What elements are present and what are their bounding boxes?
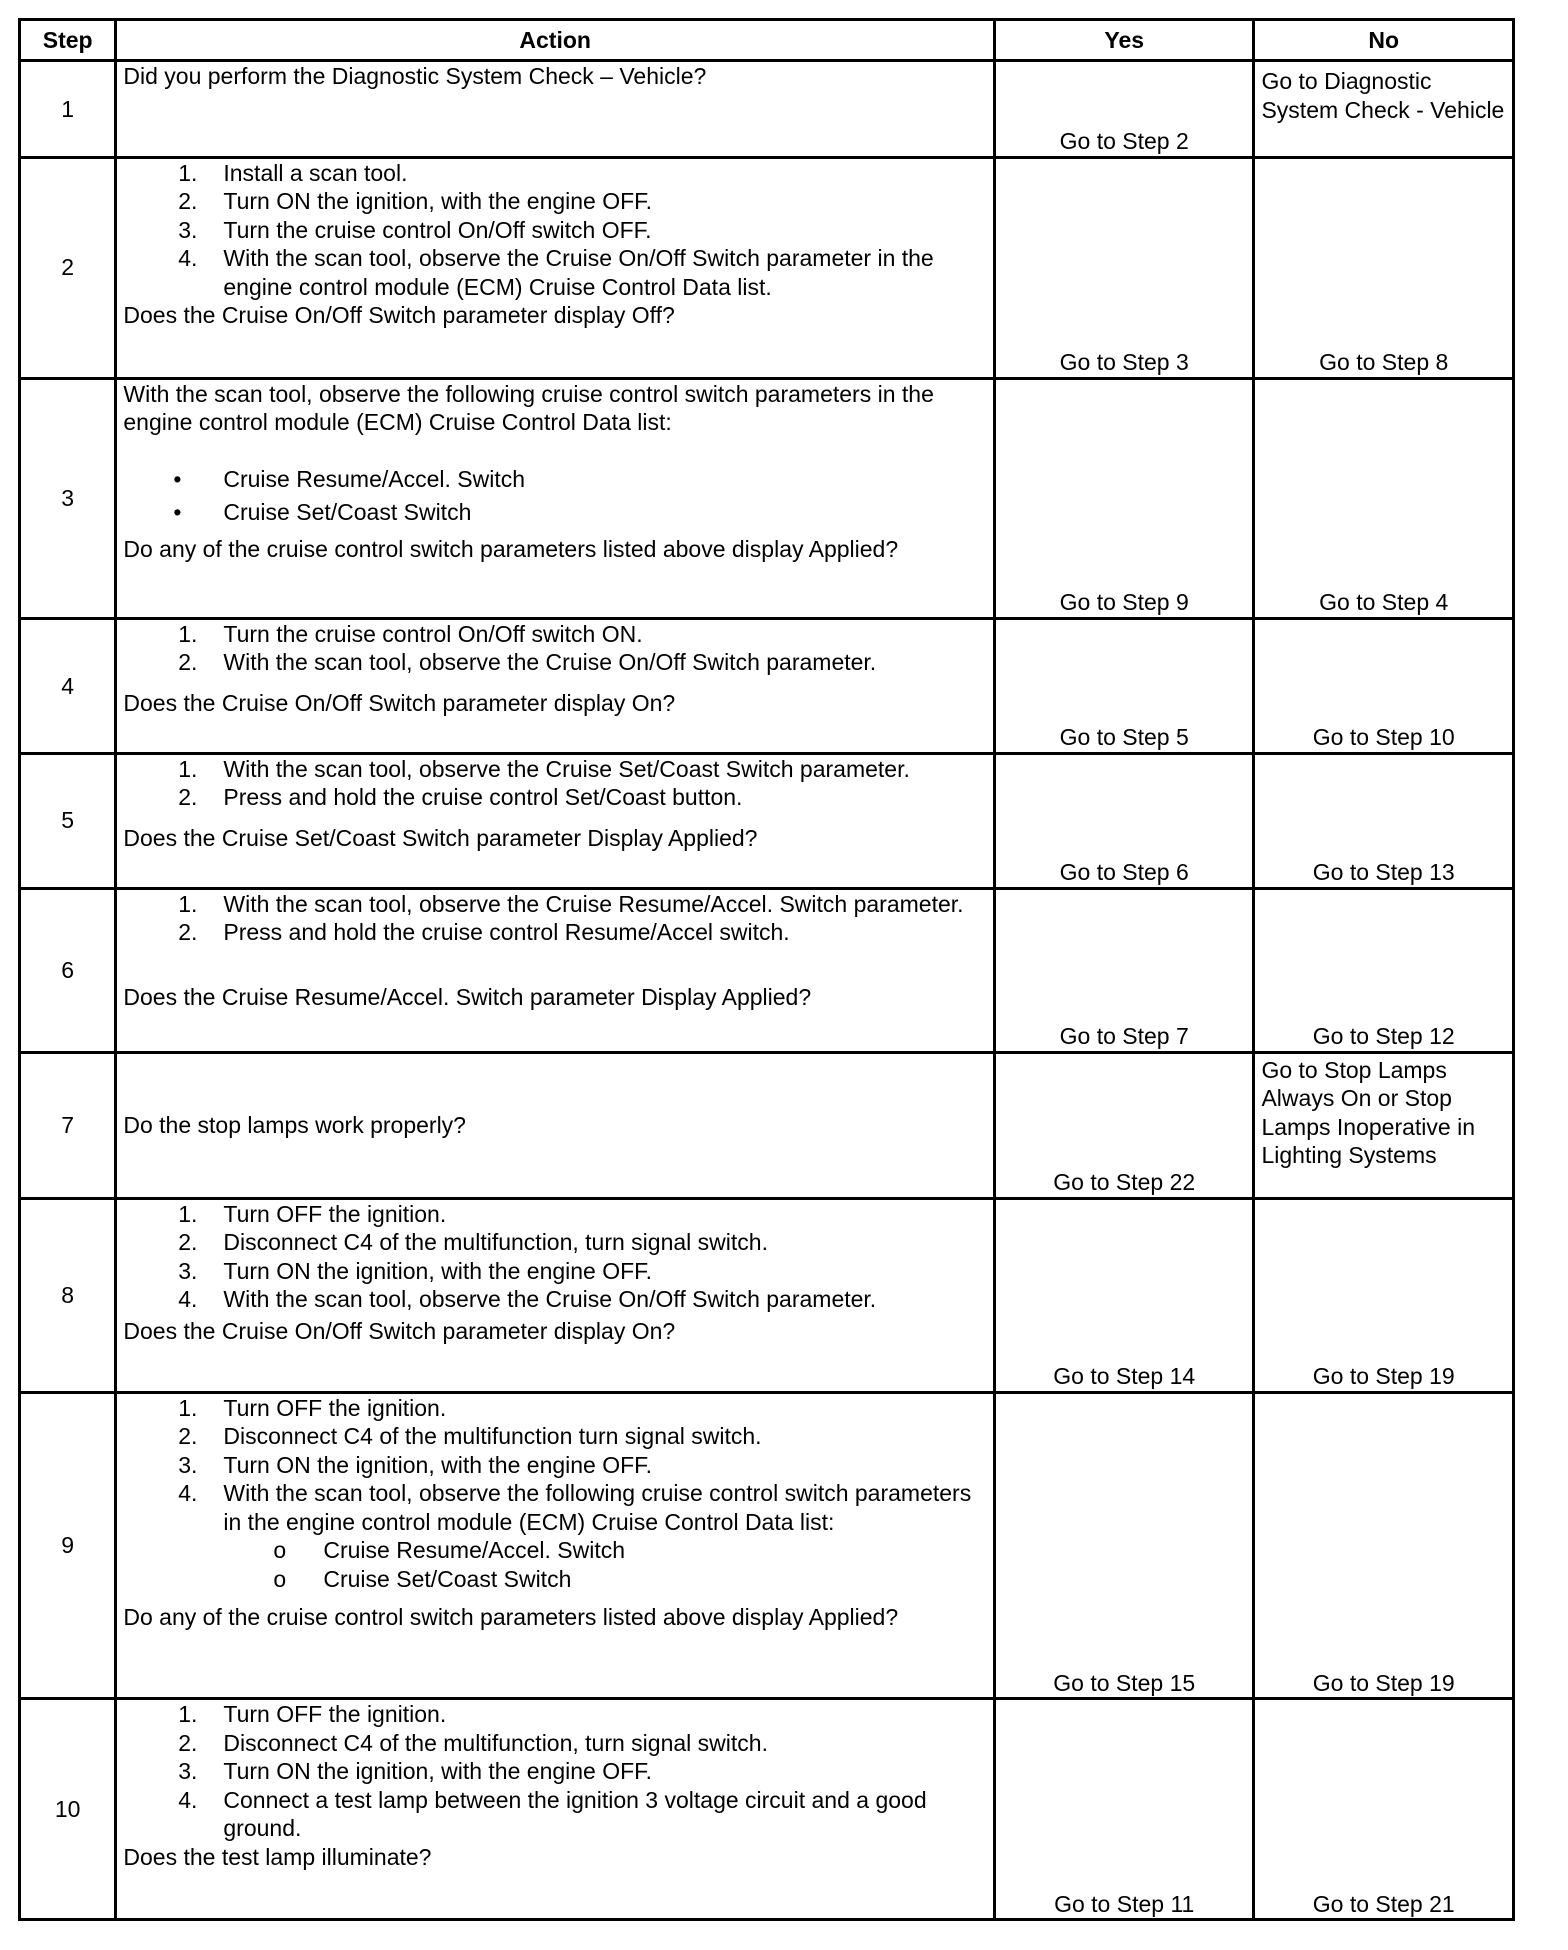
action-cell: [116, 1392, 995, 1699]
action-question: Do any of the cruise control switch parameters listed above display Applied?: [123, 536, 899, 563]
action-step: Install a scan tool.: [223, 159, 408, 186]
header-no: No: [1254, 20, 1514, 61]
table-row: [20, 1392, 1514, 1699]
step-number: 4: [20, 618, 116, 753]
step-number: 3: [20, 378, 116, 618]
action-step: With the scan tool, observe the Cruise Resume/Accel. Switch parameter.: [223, 890, 964, 917]
action-step: Turn ON the ignition, with the engine OFF.: [223, 1758, 653, 1785]
action-step: Turn OFF the ignition.: [223, 1200, 447, 1227]
step-number: 9: [20, 1392, 116, 1699]
action-steps: 1. With the scan tool, observe the Cruise Resume/Accel. Switch parameter. 2. Press and hold the cruise control Resume/Accel switch.: [123, 890, 987, 947]
diagnostic-table: [18, 18, 1515, 1921]
action-step: Disconnect C4 of the multifunction turn signal switch.: [223, 1423, 762, 1450]
sub-item: Cruise Set/Coast Switch: [323, 1565, 572, 1592]
action-question: Does the Cruise Set/Coast Switch parameter Display Applied?: [123, 825, 758, 852]
table-row: [20, 1052, 1514, 1198]
step-number: 6: [20, 888, 116, 1052]
no-result: Go to Step 12: [1254, 888, 1514, 1052]
no-result: Go to Step 21: [1254, 1699, 1514, 1920]
action-cell: [116, 618, 995, 753]
step-number: 5: [20, 753, 116, 888]
yes-result: Go to Step 5: [994, 618, 1254, 753]
action-step: Press and hold the cruise control Resume/Accel switch.: [223, 919, 790, 946]
action-question: Do the stop lamps work properly?: [123, 1112, 466, 1139]
no-result: Go to Step 19: [1254, 1392, 1514, 1699]
no-result: Go to Step 19: [1254, 1198, 1514, 1392]
action-question: Does the Cruise On/Off Switch parameter display On?: [123, 1318, 676, 1345]
action-steps: 1. Turn OFF the ignition. 2. Disconnect C4 of the multifunction turn signal switch. 3. Turn ON the ignition, with the engine OFF. 4. With the scan tool, observe the following cruise control switch parameters in the engine control module (ECM) Cruise Control Data list:: [123, 1394, 987, 1537]
action-step: With the scan tool, observe the Cruise On/Off Switch parameter.: [223, 649, 877, 676]
no-result: Go to Step 13: [1254, 753, 1514, 888]
yes-result: Go to Step 3: [994, 157, 1254, 378]
action-step: With the scan tool, observe the Cruise On/Off Switch parameter in the engine control module (ECM) Cruise Control Data list.: [223, 245, 934, 300]
action-step: Turn the cruise control On/Off switch OFF.: [223, 216, 652, 243]
action-question: Does the Cruise On/Off Switch parameter display On?: [123, 690, 676, 717]
yes-result: Go to Step 2: [994, 61, 1254, 158]
action-cell: [116, 61, 995, 158]
header-row: [20, 20, 1514, 61]
no-result: Go to Step 8: [1254, 157, 1514, 378]
step-number: 2: [20, 157, 116, 378]
action-bullets: • Cruise Resume/Accel. Switch • Cruise Set/Coast Switch: [173, 465, 526, 526]
action-step: Turn the cruise control On/Off switch ON.: [223, 620, 643, 647]
yes-result: Go to Step 7: [994, 888, 1254, 1052]
action-subitems: o Cruise Resume/Accel. Switch o Cruise Set/Coast Switch: [273, 1537, 626, 1592]
yes-result: Go to Step 9: [994, 378, 1254, 618]
action-step: Turn ON the ignition, with the engine OFF.: [223, 1257, 653, 1284]
table-row: [20, 1198, 1514, 1392]
yes-result: Go to Step 6: [994, 753, 1254, 888]
header-step: Step: [20, 20, 116, 61]
yes-result: Go to Step 15: [994, 1392, 1254, 1699]
yes-result: Go to Step 22: [994, 1052, 1254, 1198]
table-row: [20, 1699, 1514, 1920]
no-result: Go to Diagnostic System Check - Vehicle: [1254, 61, 1514, 158]
action-cell: [116, 378, 995, 618]
action-intro: With the scan tool, observe the following cruise control switch parameters in the engine control module (ECM) Cruise Control Data list:: [123, 380, 934, 436]
action-step: Turn ON the ignition, with the engine OFF.: [223, 1451, 653, 1478]
table-row: [20, 378, 1514, 618]
yes-result: Go to Step 11: [994, 1699, 1254, 1920]
step-number: 10: [20, 1699, 116, 1920]
action-cell: [116, 1052, 995, 1198]
action-cell: [116, 157, 995, 378]
action-question: Does the test lamp illuminate?: [123, 1843, 432, 1870]
action-step: Press and hold the cruise control Set/Coast button.: [223, 784, 743, 811]
header-action: Action: [116, 20, 995, 61]
yes-result: Go to Step 14: [994, 1198, 1254, 1392]
bullet-item: Cruise Set/Coast Switch: [223, 499, 472, 526]
table-row: [20, 61, 1514, 158]
action-step: With the scan tool, observe the Cruise On/Off Switch parameter.: [223, 1286, 877, 1313]
step-number: 8: [20, 1198, 116, 1392]
sub-item: Cruise Resume/Accel. Switch: [323, 1537, 626, 1564]
action-step: Turn OFF the ignition.: [223, 1701, 447, 1728]
action-steps: 1. Turn OFF the ignition. 2. Disconnect C4 of the multifunction, turn signal switch. 3. Turn ON the ignition, with the engine OFF. 4. Connect a test lamp between the ignition 3 voltage circuit and a good ground.: [123, 1700, 987, 1843]
step-number: 7: [20, 1052, 116, 1198]
table-row: [20, 618, 1514, 753]
table-row: [20, 157, 1514, 378]
action-question: Do any of the cruise control switch parameters listed above display Applied?: [123, 1604, 899, 1631]
action-steps: 1. Turn OFF the ignition. 2. Disconnect C4 of the multifunction, turn signal switch. 3. Turn ON the ignition, with the engine OFF. 4. With the scan tool, observe the Cruise On/Off Switch parameter.: [123, 1200, 987, 1314]
action-steps: 1. Install a scan tool. 2. Turn ON the ignition, with the engine OFF. 3. Turn the cruise control On/Off switch OFF. 4. With the scan tool, observe the Cruise On/Off Switch parameter in the engine control module (ECM) Cruise Control Data list.: [123, 159, 987, 302]
no-result: Go to Stop Lamps Always On or Stop Lamps Inoperative in Lighting Systems: [1254, 1052, 1514, 1198]
no-result: Go to Step 10: [1254, 618, 1514, 753]
action-cell: [116, 1699, 995, 1920]
table-row: [20, 753, 1514, 888]
action-cell: [116, 753, 995, 888]
action-steps: 1. With the scan tool, observe the Cruise Set/Coast Switch parameter. 2. Press and hold the cruise control Set/Coast button.: [123, 755, 987, 812]
action-step: Disconnect C4 of the multifunction, turn signal switch.: [223, 1229, 768, 1256]
bullet-item: Cruise Resume/Accel. Switch: [223, 465, 526, 492]
action-step: With the scan tool, observe the Cruise Set/Coast Switch parameter.: [223, 755, 910, 782]
action-step: Turn OFF the ignition.: [223, 1394, 447, 1421]
table-row: [20, 888, 1514, 1052]
action-step: Connect a test lamp between the ignition 3 voltage circuit and a good ground.: [223, 1786, 927, 1842]
action-cell: [116, 1198, 995, 1392]
action-step: Turn ON the ignition, with the engine OFF.: [223, 188, 653, 215]
no-result: Go to Step 4: [1254, 378, 1514, 618]
header-yes: Yes: [994, 20, 1254, 61]
step-number: 1: [20, 61, 116, 158]
action-cell: [116, 888, 995, 1052]
action-step: Disconnect C4 of the multifunction, turn signal switch.: [223, 1729, 768, 1756]
action-step: With the scan tool, observe the following cruise control switch parameters in the engine control module (ECM) Cruise Control Data list:: [223, 1480, 972, 1535]
action-question: Does the Cruise On/Off Switch parameter display Off?: [123, 302, 675, 329]
action-question: Does the Cruise Resume/Accel. Switch parameter Display Applied?: [123, 984, 812, 1011]
action-steps: 1. Turn the cruise control On/Off switch ON. 2. With the scan tool, observe the Cruise On/Off Switch parameter.: [123, 620, 987, 677]
action-question: Did you perform the Diagnostic System Check – Vehicle?: [123, 63, 707, 89]
